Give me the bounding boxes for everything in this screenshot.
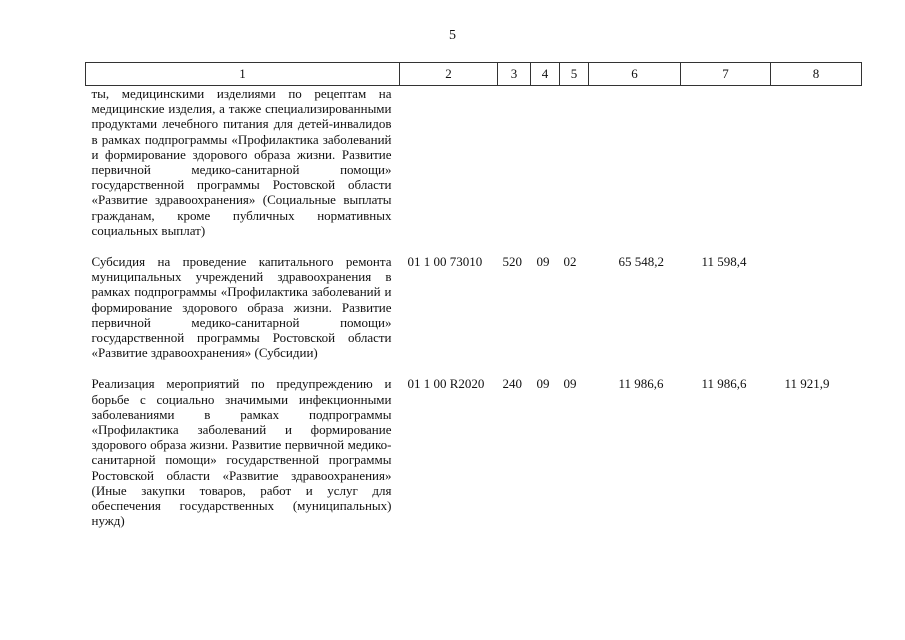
header-cell-3: 3 — [498, 63, 531, 86]
row-name: ты, медицинскими изделиями по рецептам на медицинские изделия, а также специализированными продуктами лечебного питания для детей-инвалидов в рамках подпрограммы «Профилактика заболеваний и формирование здорового образа жизни. Развитие первичной медико-санитарной помощи» государственной программы Ростовской области «Развитие здравоохранения» (Социальные выплаты гражданам, кроме публичных нормативных социальных выплат) — [91, 86, 392, 238]
header-cell-8: 8 — [771, 63, 862, 86]
row-col5: 09 — [563, 376, 577, 392]
row-col5: 02 — [563, 254, 577, 270]
row-col3: 520 — [502, 254, 522, 270]
table-row — [86, 254, 862, 360]
row-code: 01 1 00 R2020 — [407, 376, 485, 392]
row-col8: 11 921,9 — [784, 376, 830, 392]
row-code: 01 1 00 73010 — [407, 254, 483, 270]
row-col3 — [498, 86, 531, 239]
header-cell-4: 4 — [531, 63, 560, 86]
row-name: Субсидия на проведение капитального ремонта муниципальных учреждений здравоохранения в рамках подпрограммы «Профилактика заболеваний и формирование здорового образа жизни. Развитие первичной медико-санитарной помощи» государственной программы Ростовской области «Развитие здравоохранения» (Субсидии) — [91, 254, 392, 361]
table-row — [86, 86, 862, 239]
header-cell-6: 6 — [589, 63, 681, 86]
header-cell-7: 7 — [681, 63, 771, 86]
row-name: Реализация мероприятий по предупреждению и борьбе с социально значимыми инфекционными заболеваниями в рамках подпрограммы «Профилактика заболеваний и формирование здорового образа жизни. Развитие первичной медико-санитарной помощи» государственной программы Ростовской области «Развитие здравоохранения» (Иные закупки товаров, работ и услуг для обеспечения государственных (муниципальных) нужд) — [91, 376, 392, 529]
row-col3: 240 — [502, 376, 522, 392]
row-col6: 65 548,2 — [618, 254, 664, 270]
row-col8 — [771, 86, 862, 239]
page-number: 5 — [449, 28, 456, 43]
header-cell-2: 2 — [400, 63, 498, 86]
row-col7 — [681, 86, 771, 239]
table-row — [86, 376, 862, 528]
row-col7: 11 598,4 — [701, 254, 747, 270]
row-spacer — [86, 360, 862, 376]
row-col8 — [771, 254, 862, 360]
row-col6 — [589, 86, 681, 239]
row-col7: 11 986,6 — [701, 376, 747, 392]
header-cell-5: 5 — [560, 63, 589, 86]
header-cell-1: 1 — [86, 63, 400, 86]
row-col5 — [560, 86, 589, 239]
budget-table — [85, 62, 862, 528]
row-col4: 09 — [536, 376, 550, 392]
row-col4 — [531, 86, 560, 239]
table-header-row — [86, 63, 862, 86]
row-col4: 09 — [536, 254, 550, 270]
row-spacer — [86, 238, 862, 254]
row-col6: 11 986,6 — [618, 376, 664, 392]
row-code — [400, 86, 498, 239]
